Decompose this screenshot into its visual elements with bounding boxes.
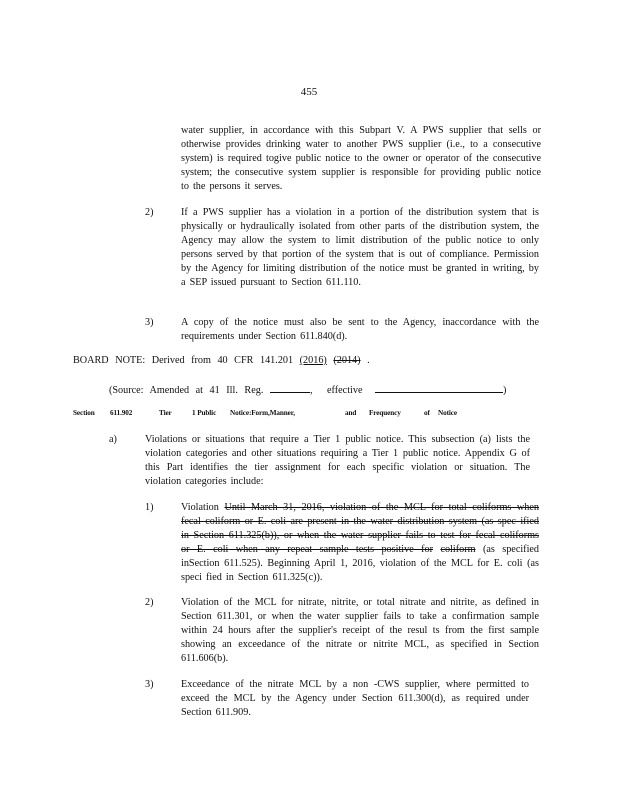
source-close: ): [503, 385, 507, 396]
item-a2-label: 2): [145, 597, 154, 608]
item-a1-lead: Violation: [181, 502, 219, 513]
item-a2-text: Violation of the MCL for nitrate, nitrite, or total nitrate and nitrite, as defined in Section 611.301, or when the water supplier fails to take a confirmation sample within 24 hours after the supplier's receipt of the resul ts from the first sample showing an exceedance of the nitrate or nitrite MCL, as specified in Section 611.606(b).: [181, 597, 539, 665]
source-note: [109, 381, 506, 398]
item-3-text: A copy of the notice must also be sent to the Agency, inaccordance with the requirements under Section 611.840(d).: [181, 317, 539, 343]
section-title-word-2: 1 Public: [192, 409, 217, 417]
effective-date-blank: [375, 381, 503, 393]
section-title-word-1: Tier: [159, 409, 172, 417]
section-title-word-4: and: [345, 409, 357, 417]
board-note: [73, 354, 370, 368]
source-comma: ,: [309, 385, 313, 396]
item-a3-label: 3): [145, 679, 154, 690]
section-title-word-5: Frequency: [369, 409, 401, 417]
item-a1-label: 1): [145, 502, 154, 513]
page-number: 455: [300, 86, 318, 98]
item-a1-text: [181, 501, 539, 586]
item-a1-deleted-tail: coliform: [440, 544, 476, 556]
section-title-word-7: Notice: [438, 409, 457, 417]
register-page-blank: [270, 381, 310, 393]
item-2-text: If a PWS supplier has a violation in a portion of the distribution system that is physically or hydraulically isolated from other parts of the distribution system, the Agency may allow the system to limit distribution of the public notice to only persons served by that portion of the system that is out of compliance. Permission by the Agency for limiting distribution of the notice must be granted in writing, by a SEP issued pursuant to Section 611.110.: [181, 207, 539, 289]
continued-paragraph: water supplier, in accordance with this Subpart V. A PWS supplier that sells or otherwise provides drinking water to another PWS supplier (i.e., to a consecutive system) is required togive public notice to the owner or operator of the consecutive system; the consecutive system supplier is responsible for providing public notice to the persons it serves.: [181, 125, 541, 193]
section-title-word-6: of: [424, 409, 430, 417]
item-2-label: 2): [145, 207, 154, 218]
section-word: Section: [73, 409, 95, 417]
section-title-word-3: Notice:Form,Manner,: [230, 409, 295, 417]
section-number: 611.902: [110, 409, 133, 417]
subsection-a-text: Violations or situations that require a Tier 1 public notice. This subsection (a) lists the violation categories and other situations requiring a Tier 1 public notice. Appendix G of this Part identifies the tier assignment for each specific violation or situation. The violation categories include:: [145, 434, 530, 488]
source-prefix: (Source: Amended at 41 Ill. Reg.: [109, 385, 264, 396]
board-note-period: .: [367, 355, 370, 366]
item-a1-deleted-text: Until March 31, 2016, violation of the MCL for total coliforms when fecal coliform or E. coli are present in the water distribution system (as spec ified in Section 611.325(b)), or when the water supplier fails to test for fecal coliforms or E. coli when any repeat sample tests positive for: [181, 502, 540, 556]
source-effective: effective: [327, 385, 363, 396]
item-a3-text: Exceedance of the nitrate MCL by a non -CWS supplier, where permitted to exceed the MCL by the Agency under Section 611.300(d), as required under Section 611.909.: [181, 679, 529, 719]
board-note-added-year: (2016): [299, 355, 327, 366]
subsection-a-label: a): [109, 434, 117, 445]
item-a1-rest: (as specified inSection 611.525). Beginning April 1, 2016, violation of the MCL for E. coli (as speci fied in Section 611.325(c)).: [181, 544, 540, 584]
board-note-removed-year: (2014): [333, 355, 361, 366]
item-3-label: 3): [145, 317, 154, 328]
board-note-prefix: BOARD NOTE: Derived from 40 CFR 141.201: [73, 355, 294, 366]
